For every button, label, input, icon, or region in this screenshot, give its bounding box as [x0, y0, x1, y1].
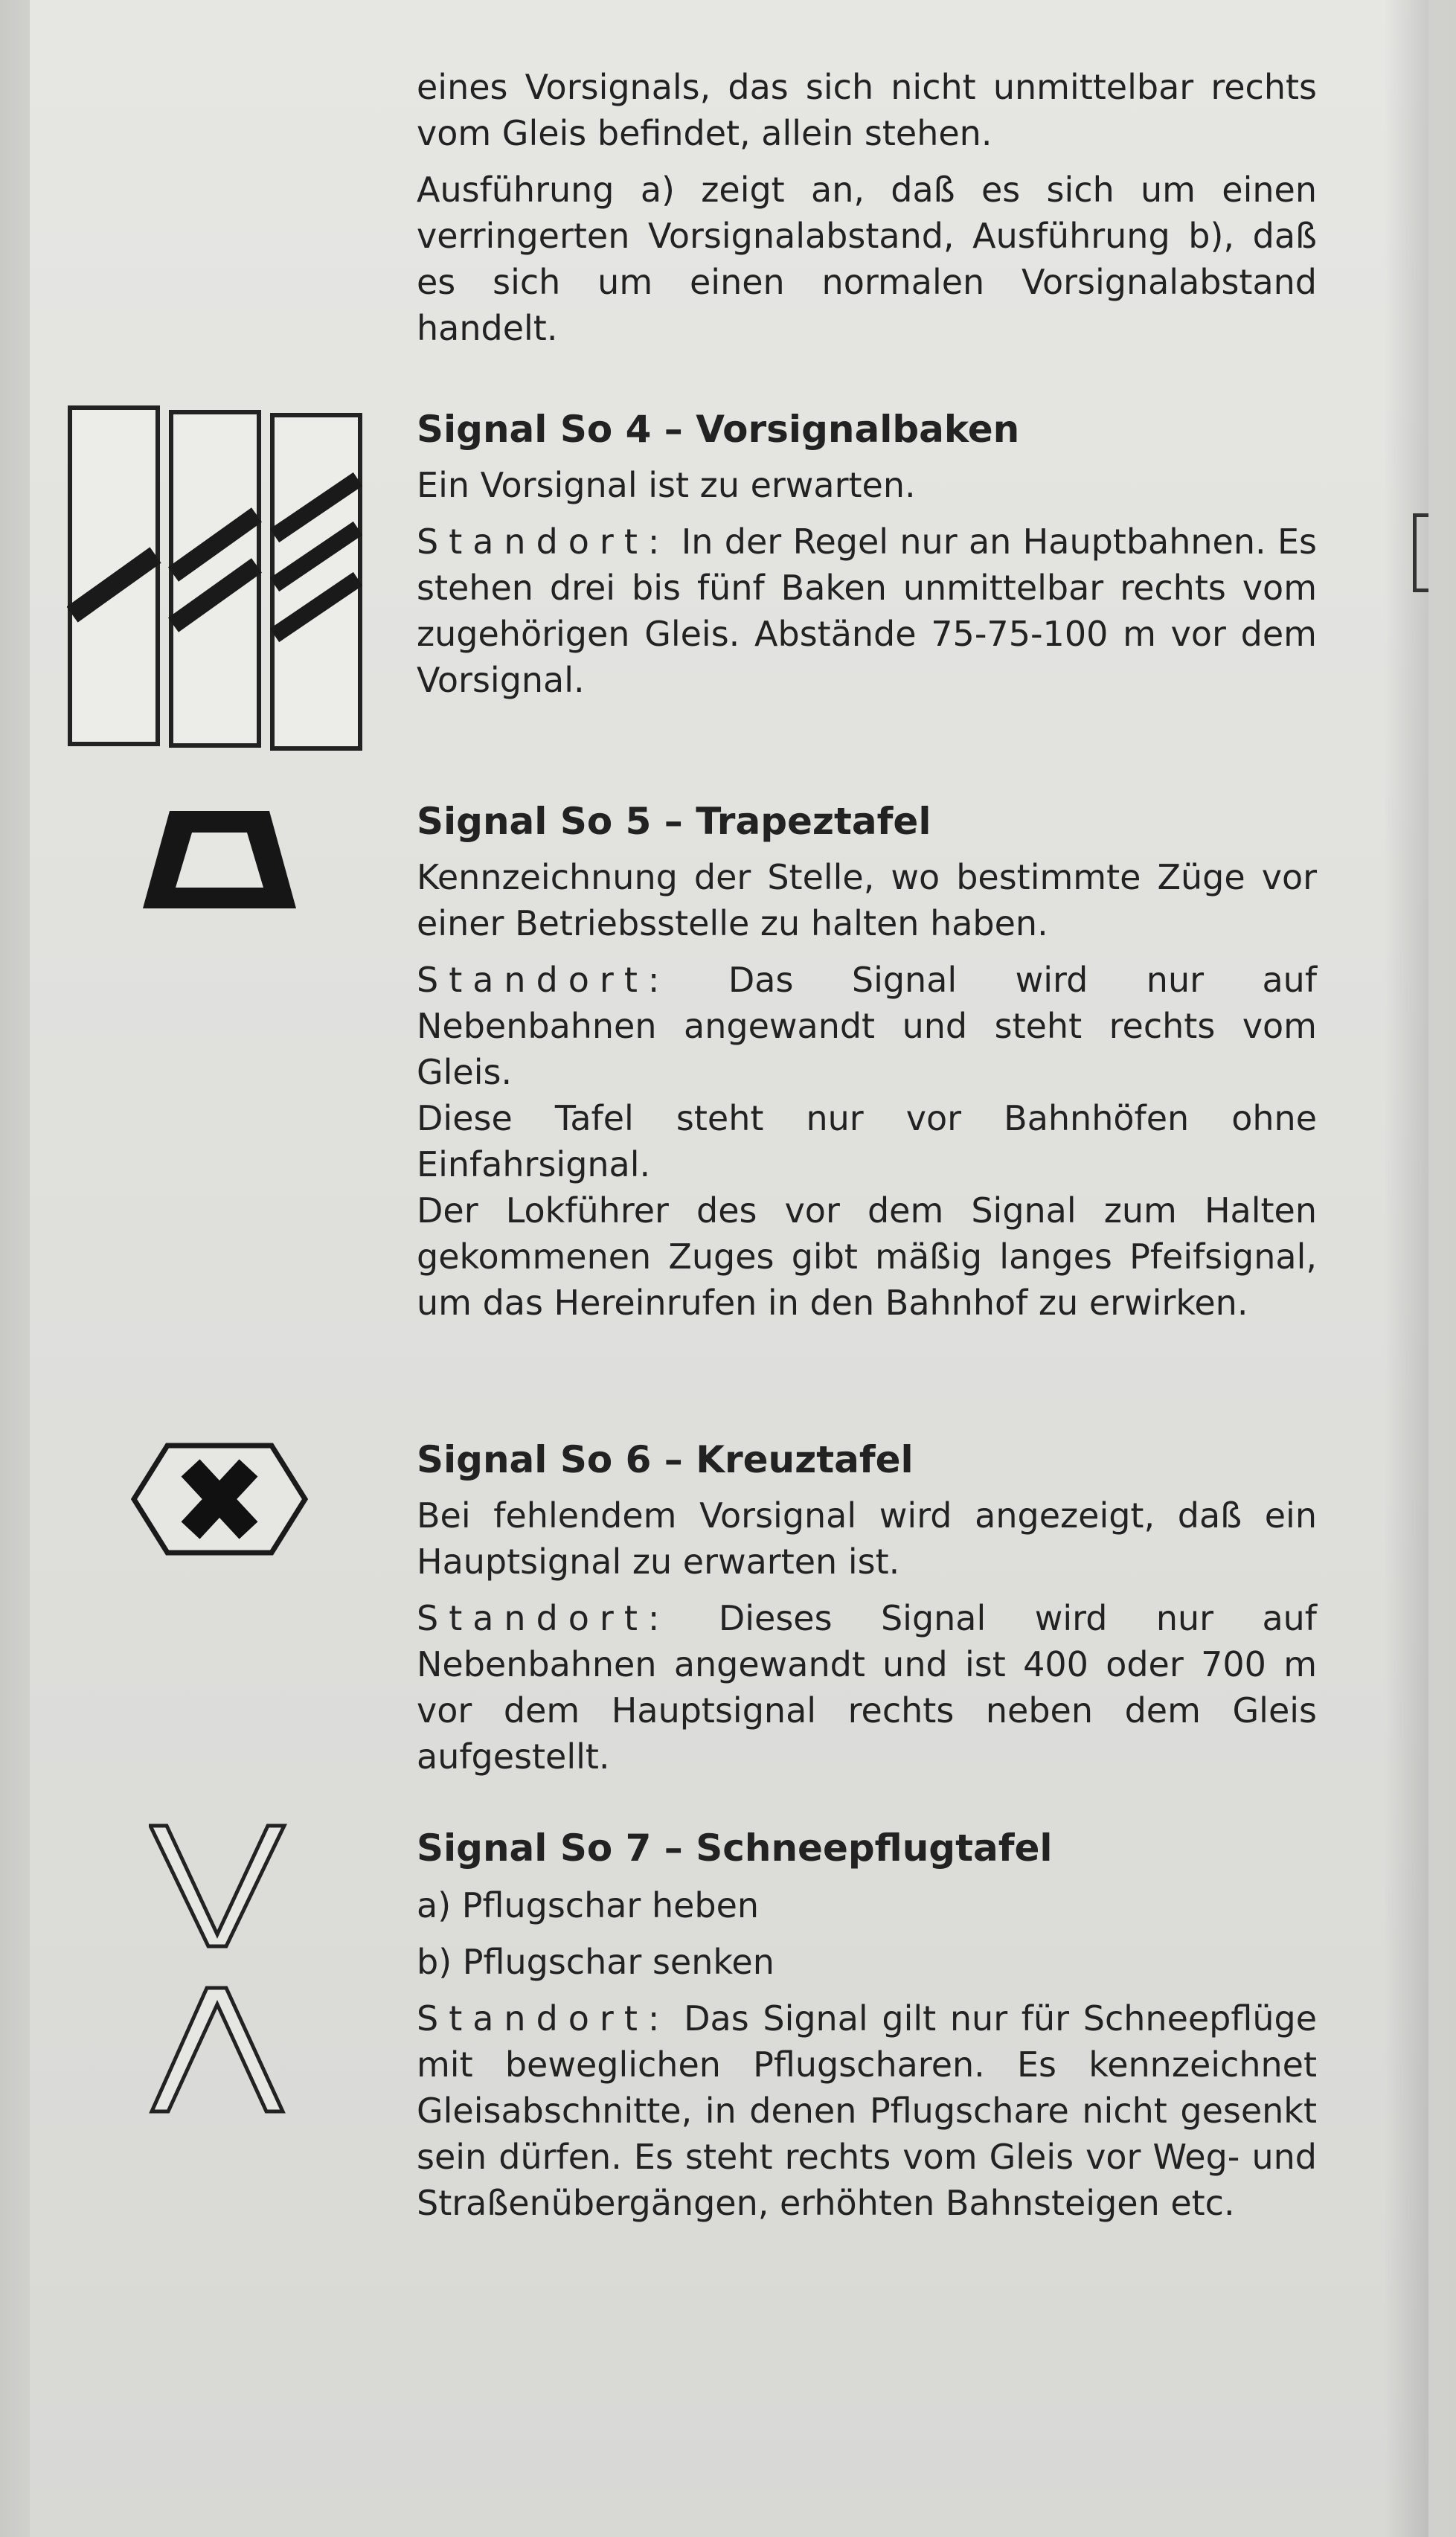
- so7-section: [417, 1824, 1317, 2226]
- so4-paragraph: Ein Vorsignal ist zu erwarten.: [417, 465, 916, 505]
- so4-heading: Signal So 4 – Vorsignalbaken: [417, 408, 1020, 451]
- adjacent-page-edge: [1413, 513, 1428, 592]
- so7-standort-label: Standort:: [417, 1998, 670, 2039]
- schneepflugtafel-icons: [149, 1823, 298, 2117]
- trapeztafel-icon: [134, 800, 305, 919]
- so5-standort-label: Standort:: [417, 960, 670, 1000]
- so5-heading: Signal So 5 – Trapeztafel: [417, 800, 931, 843]
- so6-standort: [417, 1595, 1317, 1780]
- intro-paragraph-2: Ausführung a) zeigt an, daß es sich um einen verringerten Vorsignalabstand, Ausführung b), daß es sich um einen normalen Vorsignalabstand handelt.: [417, 170, 1317, 348]
- page-shadow: [1384, 0, 1428, 2537]
- so4-standort: [417, 519, 1317, 703]
- so6-heading: Signal So 6 – Kreuztafel: [417, 1438, 914, 1481]
- so7-option-a: a) Pflugschar heben: [417, 1885, 760, 1925]
- so4-standort-text: In der Regel nur an Hauptbahnen. Es stehen drei bis fünf Baken unmittelbar rechts vom zugehörigen Gleis. Abstände 75-75-100 m vor dem Vorsignal.: [417, 522, 1317, 700]
- so6-standort-label: Standort:: [417, 1598, 670, 1638]
- vorsignalbaken-icon: [67, 402, 394, 751]
- intro-section: [417, 64, 1317, 351]
- so7-standort: [417, 1995, 1317, 2226]
- pflugschar-senken-icon: [152, 1988, 283, 2111]
- so5-standort: [417, 957, 1317, 1095]
- so7-standort-text: Das Signal gilt nur für Schneepflüge mit beweglichen Pflugscharen. Es kennzeichnet Gleisabschnitte, in denen Pflugschare nicht gesenkt sein dürfen. Es steht rechts vom Gleis vor Weg- und Straßenübergängen, erhöhten Bahnsteigen etc.: [417, 1998, 1318, 2223]
- so4-section: [417, 405, 1317, 703]
- pflugschar-heben-icon: [150, 1826, 284, 1946]
- book-page: [30, 0, 1428, 2537]
- so5-paragraph-1: Kennzeichnung der Stelle, wo bestimmte Züge vor einer Betriebsstelle zu halten haben.: [417, 857, 1317, 943]
- intro-paragraph-1: eines Vorsignals, das sich nicht unmittelbar rechts vom Gleis befindet, allein stehen.: [417, 67, 1317, 153]
- so5-section: [417, 798, 1317, 1326]
- so5-standort-text: Das Signal wird nur auf Nebenbahnen angewandt und steht rechts vom Gleis.: [417, 960, 1318, 1092]
- so7-heading: Signal So 7 – Schneepflugtafel: [417, 1826, 1053, 1870]
- so7-option-b: b) Pflugschar senken: [417, 1942, 774, 1982]
- kreuztafel-icon: [126, 1440, 312, 1559]
- so6-paragraph: Bei fehlendem Vorsignal wird angezeigt, daß ein Hauptsignal zu erwarten ist.: [417, 1495, 1317, 1582]
- so6-section: [417, 1436, 1317, 1780]
- so5-paragraph-4: Der Lokführer des vor dem Signal zum Halten gekommenen Zuges gibt mäßig langes Pfeifsignal, um das Hereinrufen in den Bahnhof zu erwirken.: [417, 1190, 1317, 1323]
- so6-standort-text: Dieses Signal wird nur auf Nebenbahnen angewandt und ist 400 oder 700 m vor dem Hauptsignal rechts neben dem Gleis aufgestellt.: [417, 1598, 1317, 1777]
- so4-standort-label: Standort:: [417, 522, 670, 562]
- so5-paragraph-3: Diese Tafel steht nur vor Bahnhöfen ohne Einfahrsignal.: [417, 1098, 1317, 1184]
